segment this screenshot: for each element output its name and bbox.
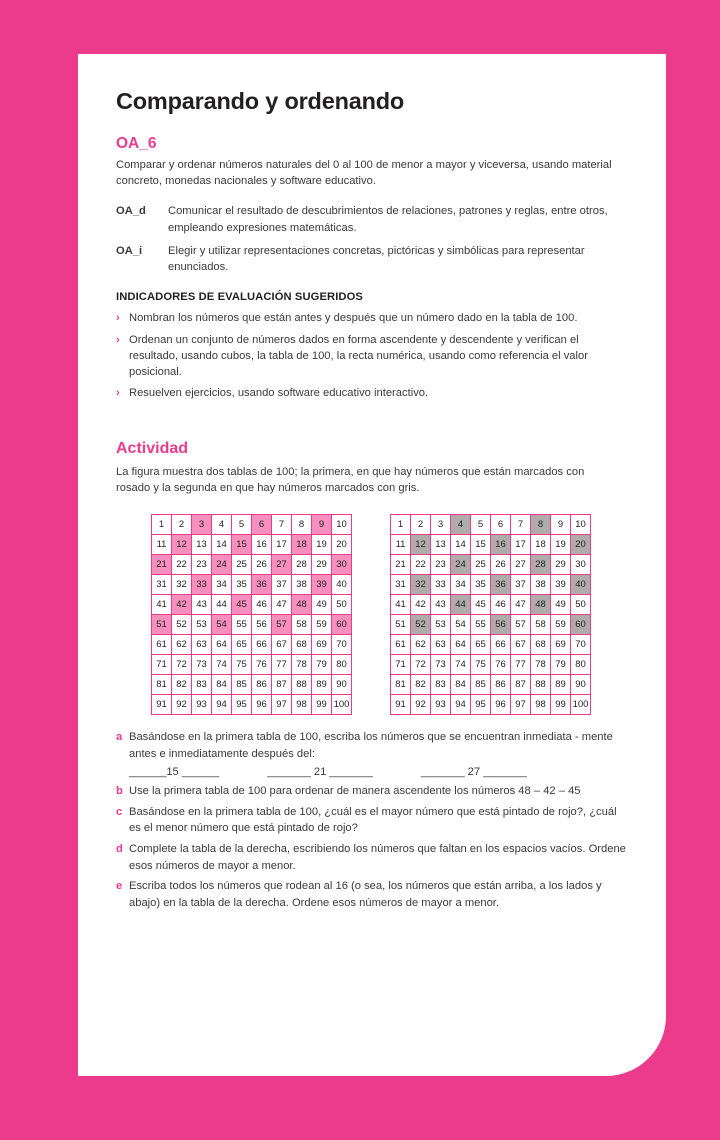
table-cell[interactable]: 27 bbox=[511, 555, 531, 575]
question-text: Basándose en la primera tabla de 100, ¿cuál es el mayor número que está pintado de rojo?, ¿cuál es el menor número que está pintado de rojo? bbox=[129, 805, 617, 835]
table-cell[interactable]: 58 bbox=[531, 615, 551, 635]
table-cell[interactable]: 78 bbox=[292, 655, 312, 675]
indicator-item bbox=[116, 385, 626, 401]
table-cell[interactable]: 16 bbox=[252, 535, 272, 555]
table-cell[interactable]: 75 bbox=[471, 655, 491, 675]
table-cell[interactable]: 82 bbox=[411, 675, 431, 695]
table-cell[interactable]: 5 bbox=[471, 515, 491, 535]
table-cell[interactable]: 80 bbox=[332, 655, 352, 675]
table-cell[interactable]: 4 bbox=[451, 515, 471, 535]
question-letter: c bbox=[116, 805, 123, 818]
table-cell[interactable]: 30 bbox=[332, 555, 352, 575]
table-row bbox=[391, 535, 591, 555]
table-cell[interactable]: 90 bbox=[571, 675, 591, 695]
table-cell[interactable]: 1 bbox=[391, 515, 411, 535]
sub-oa-code: OA_d bbox=[116, 205, 146, 218]
table-cell[interactable]: 15 bbox=[232, 535, 252, 555]
table-cell[interactable]: 21 bbox=[391, 555, 411, 575]
table-cell[interactable]: 98 bbox=[531, 695, 551, 715]
hundred-table-left bbox=[151, 514, 352, 715]
table-cell[interactable]: 35 bbox=[232, 575, 252, 595]
table-cell[interactable]: 81 bbox=[152, 675, 172, 695]
indicator-text: Nombran los números que están antes y después que un número dado en la tabla de 100. bbox=[129, 312, 578, 325]
table-cell[interactable]: 47 bbox=[511, 595, 531, 615]
table-cell[interactable]: 18 bbox=[292, 535, 312, 555]
table-cell[interactable]: 68 bbox=[531, 635, 551, 655]
question-item bbox=[116, 841, 626, 874]
sub-oa-item bbox=[116, 203, 626, 235]
table-cell[interactable]: 88 bbox=[292, 675, 312, 695]
table-cell[interactable]: 32 bbox=[411, 575, 431, 595]
table-cell[interactable]: 83 bbox=[192, 675, 212, 695]
table-cell[interactable]: 72 bbox=[172, 655, 192, 675]
table-cell[interactable]: 97 bbox=[511, 695, 531, 715]
table-cell[interactable]: 28 bbox=[292, 555, 312, 575]
table-cell[interactable]: 86 bbox=[491, 675, 511, 695]
table-cell[interactable]: 32 bbox=[172, 575, 192, 595]
table-cell[interactable]: 82 bbox=[172, 675, 192, 695]
table-cell[interactable]: 48 bbox=[292, 595, 312, 615]
question-letter: b bbox=[116, 785, 123, 798]
table-cell[interactable]: 52 bbox=[172, 615, 192, 635]
table-row bbox=[391, 615, 591, 635]
question-text: Basándose en la primera tabla de 100, escriba los números que se encuentran inmediata - mente antes e inmediatamente después del: bbox=[129, 731, 613, 760]
table-cell[interactable]: 20 bbox=[332, 535, 352, 555]
table-cell[interactable]: 43 bbox=[192, 595, 212, 615]
table-cell[interactable]: 55 bbox=[471, 615, 491, 635]
table-cell[interactable]: 36 bbox=[252, 575, 272, 595]
table-cell[interactable]: 34 bbox=[451, 575, 471, 595]
activity-intro: La figura muestra dos tablas de 100; la primera, en que hay números que están marcados con rosado y la segunda en que hay números marcados con gris. bbox=[116, 465, 585, 494]
indicator-item bbox=[116, 310, 626, 326]
table-cell[interactable]: 10 bbox=[332, 515, 352, 535]
question-item bbox=[116, 878, 626, 911]
table-cell[interactable]: 24 bbox=[212, 555, 232, 575]
sub-oa-code: OA_i bbox=[116, 244, 143, 257]
table-cell[interactable]: 61 bbox=[391, 635, 411, 655]
table-cell[interactable]: 64 bbox=[212, 635, 232, 655]
table-row bbox=[152, 635, 352, 655]
question-text: Escriba todos los números que rodean al 16 (o sea, los números que están arriba, a los lados y abajo) en la tabla de la derecha. Ordene esos números de mayor a menor. bbox=[129, 880, 602, 909]
table-cell[interactable]: 74 bbox=[451, 655, 471, 675]
table-cell[interactable]: 61 bbox=[152, 635, 172, 655]
chevron-right-icon: › bbox=[116, 333, 120, 346]
table-cell[interactable]: 17 bbox=[272, 535, 292, 555]
answer-blanks bbox=[129, 766, 626, 778]
table-cell[interactable]: 50 bbox=[332, 595, 352, 615]
table-cell[interactable]: 69 bbox=[312, 635, 332, 655]
table-cell[interactable]: 74 bbox=[212, 655, 232, 675]
table-cell[interactable]: 59 bbox=[312, 615, 332, 635]
table-cell[interactable]: 31 bbox=[391, 575, 411, 595]
table-cell[interactable]: 54 bbox=[212, 615, 232, 635]
table-cell[interactable]: 70 bbox=[571, 635, 591, 655]
table-cell[interactable]: 29 bbox=[312, 555, 332, 575]
table-cell[interactable]: 79 bbox=[312, 655, 332, 675]
table-cell[interactable]: 38 bbox=[531, 575, 551, 595]
table-cell[interactable]: 89 bbox=[551, 675, 571, 695]
table-cell[interactable]: 67 bbox=[511, 635, 531, 655]
table-cell[interactable]: 73 bbox=[192, 655, 212, 675]
table-cell[interactable]: 19 bbox=[312, 535, 332, 555]
answer-blank[interactable]: _______ 21 _______ bbox=[267, 766, 373, 779]
table-cell[interactable]: 20 bbox=[571, 535, 591, 555]
question-item bbox=[116, 804, 626, 837]
table-cell[interactable]: 94 bbox=[451, 695, 471, 715]
table-cell[interactable]: 12 bbox=[172, 535, 192, 555]
table-cell[interactable]: 51 bbox=[391, 615, 411, 635]
table-cell[interactable]: 56 bbox=[252, 615, 272, 635]
table-cell[interactable]: 84 bbox=[451, 675, 471, 695]
answer-blank[interactable]: _______ 27 _______ bbox=[421, 766, 527, 779]
chevron-right-icon: › bbox=[116, 312, 120, 325]
activity-heading: Actividad bbox=[116, 439, 189, 457]
table-cell[interactable]: 35 bbox=[471, 575, 491, 595]
table-cell[interactable]: 39 bbox=[551, 575, 571, 595]
table-cell[interactable]: 98 bbox=[292, 695, 312, 715]
table-cell[interactable]: 53 bbox=[192, 615, 212, 635]
table-cell[interactable]: 57 bbox=[272, 615, 292, 635]
table-cell[interactable]: 31 bbox=[152, 575, 172, 595]
table-cell[interactable]: 48 bbox=[531, 595, 551, 615]
table-cell[interactable]: 78 bbox=[531, 655, 551, 675]
table-cell[interactable]: 23 bbox=[192, 555, 212, 575]
table-cell[interactable]: 52 bbox=[411, 615, 431, 635]
indicators-heading: INDICADORES DE EVALUACIÓN SUGERIDOS bbox=[116, 291, 363, 304]
table-cell[interactable]: 37 bbox=[272, 575, 292, 595]
table-row bbox=[152, 615, 352, 635]
questions-list bbox=[116, 729, 626, 911]
table-cell[interactable]: 12 bbox=[411, 535, 431, 555]
question-letter: a bbox=[116, 731, 123, 744]
table-row bbox=[391, 555, 591, 575]
table-cell[interactable]: 76 bbox=[491, 655, 511, 675]
table-row bbox=[152, 675, 352, 695]
table-cell[interactable]: 76 bbox=[252, 655, 272, 675]
table-row bbox=[391, 675, 591, 695]
question-item bbox=[116, 783, 626, 800]
table-cell[interactable]: 44 bbox=[212, 595, 232, 615]
table-cell[interactable]: 41 bbox=[391, 595, 411, 615]
table-cell[interactable]: 28 bbox=[531, 555, 551, 575]
oa-code: OA_6 bbox=[116, 135, 157, 152]
table-cell[interactable]: 22 bbox=[172, 555, 192, 575]
table-cell[interactable]: 90 bbox=[332, 675, 352, 695]
table-cell[interactable]: 77 bbox=[272, 655, 292, 675]
sub-oa-item bbox=[116, 243, 626, 275]
table-cell[interactable]: 34 bbox=[212, 575, 232, 595]
table-cell[interactable]: 8 bbox=[292, 515, 312, 535]
table-cell[interactable]: 84 bbox=[212, 675, 232, 695]
table-cell[interactable]: 99 bbox=[312, 695, 332, 715]
table-cell[interactable]: 59 bbox=[551, 615, 571, 635]
table-row bbox=[391, 635, 591, 655]
hundred-table-right bbox=[390, 514, 591, 715]
table-cell[interactable]: 23 bbox=[431, 555, 451, 575]
table-cell[interactable]: 7 bbox=[272, 515, 292, 535]
table-cell[interactable]: 25 bbox=[232, 555, 252, 575]
table-cell[interactable]: 68 bbox=[292, 635, 312, 655]
table-cell[interactable]: 2 bbox=[172, 515, 192, 535]
table-cell[interactable]: 46 bbox=[491, 595, 511, 615]
indicator-text: Ordenan un conjunto de números dados en forma ascendente y descendente y verifican el resultado, usando cubos, la tabla de 100, la recta numérica, usando como referencia el valor posicional. bbox=[129, 333, 588, 379]
table-cell[interactable]: 11 bbox=[391, 535, 411, 555]
table-cell[interactable]: 51 bbox=[152, 615, 172, 635]
table-cell[interactable]: 45 bbox=[232, 595, 252, 615]
table-cell[interactable]: 19 bbox=[551, 535, 571, 555]
chevron-right-icon: › bbox=[116, 387, 120, 400]
table-cell[interactable]: 46 bbox=[252, 595, 272, 615]
table-cell[interactable]: 63 bbox=[192, 635, 212, 655]
table-cell[interactable]: 47 bbox=[272, 595, 292, 615]
table-cell[interactable]: 27 bbox=[272, 555, 292, 575]
table-cell[interactable]: 17 bbox=[511, 535, 531, 555]
table-cell[interactable]: 14 bbox=[451, 535, 471, 555]
table-cell[interactable]: 13 bbox=[192, 535, 212, 555]
table-cell[interactable]: 21 bbox=[152, 555, 172, 575]
table-cell[interactable]: 18 bbox=[531, 535, 551, 555]
table-cell[interactable]: 11 bbox=[152, 535, 172, 555]
table-cell[interactable]: 62 bbox=[172, 635, 192, 655]
table-cell[interactable]: 73 bbox=[431, 655, 451, 675]
table-cell[interactable]: 75 bbox=[232, 655, 252, 675]
table-cell[interactable]: 40 bbox=[571, 575, 591, 595]
table-cell[interactable]: 58 bbox=[292, 615, 312, 635]
table-cell[interactable]: 33 bbox=[431, 575, 451, 595]
table-cell[interactable]: 66 bbox=[252, 635, 272, 655]
oa-description: Comparar y ordenar números naturales del 0 al 100 de menor a mayor y viceversa, usando material concreto, monedas nacionales y software educativo. bbox=[116, 159, 612, 188]
table-cell[interactable]: 16 bbox=[491, 535, 511, 555]
table-cell[interactable]: 62 bbox=[411, 635, 431, 655]
table-cell[interactable]: 97 bbox=[272, 695, 292, 715]
table-cell[interactable]: 77 bbox=[511, 655, 531, 675]
table-row bbox=[152, 575, 352, 595]
table-row bbox=[152, 695, 352, 715]
indicator-item bbox=[116, 332, 626, 381]
table-cell[interactable]: 13 bbox=[431, 535, 451, 555]
table-cell[interactable]: 65 bbox=[471, 635, 491, 655]
table-cell[interactable]: 92 bbox=[411, 695, 431, 715]
table-cell[interactable]: 10 bbox=[571, 515, 591, 535]
table-cell[interactable]: 56 bbox=[491, 615, 511, 635]
table-cell[interactable]: 60 bbox=[571, 615, 591, 635]
table-cell[interactable]: 79 bbox=[551, 655, 571, 675]
table-cell[interactable]: 80 bbox=[571, 655, 591, 675]
table-cell[interactable]: 70 bbox=[332, 635, 352, 655]
question-text: Complete la tabla de la derecha, escribiendo los números que faltan en los espacios vacíos. Ordene esos números de mayor a menor. bbox=[129, 842, 626, 872]
table-cell[interactable]: 42 bbox=[172, 595, 192, 615]
table-cell[interactable]: 85 bbox=[232, 675, 252, 695]
table-cell[interactable]: 1 bbox=[152, 515, 172, 535]
table-cell[interactable]: 45 bbox=[471, 595, 491, 615]
table-cell[interactable]: 40 bbox=[332, 575, 352, 595]
table-cell[interactable]: 6 bbox=[491, 515, 511, 535]
sub-oa-text: Comunicar el resultado de descubrimientos de relaciones, patrones y reglas, entre otros, empleando expresiones matemáticas. bbox=[168, 205, 608, 234]
table-cell[interactable]: 37 bbox=[511, 575, 531, 595]
table-cell[interactable]: 93 bbox=[431, 695, 451, 715]
page-title: Comparando y ordenando bbox=[116, 88, 405, 114]
table-cell[interactable]: 71 bbox=[391, 655, 411, 675]
table-cell[interactable]: 60 bbox=[332, 615, 352, 635]
table-cell[interactable]: 53 bbox=[431, 615, 451, 635]
question-letter: d bbox=[116, 842, 123, 855]
table-cell[interactable]: 41 bbox=[152, 595, 172, 615]
document-page bbox=[78, 54, 666, 1076]
question-letter: e bbox=[116, 880, 123, 893]
table-cell[interactable]: 55 bbox=[232, 615, 252, 635]
table-cell[interactable]: 24 bbox=[451, 555, 471, 575]
table-cell[interactable]: 49 bbox=[312, 595, 332, 615]
table-row bbox=[391, 515, 591, 535]
table-cell[interactable]: 26 bbox=[252, 555, 272, 575]
table-cell[interactable]: 69 bbox=[551, 635, 571, 655]
table-cell[interactable]: 94 bbox=[212, 695, 232, 715]
indicator-text: Resuelven ejercicios, usando software educativo interactivo. bbox=[129, 387, 429, 400]
table-cell[interactable]: 93 bbox=[192, 695, 212, 715]
table-cell[interactable]: 57 bbox=[511, 615, 531, 635]
table-row bbox=[152, 655, 352, 675]
table-cell[interactable]: 14 bbox=[212, 535, 232, 555]
table-cell[interactable]: 66 bbox=[491, 635, 511, 655]
table-cell[interactable]: 2 bbox=[411, 515, 431, 535]
table-row bbox=[391, 655, 591, 675]
table-cell[interactable]: 50 bbox=[571, 595, 591, 615]
table-cell[interactable]: 95 bbox=[471, 695, 491, 715]
table-cell[interactable]: 33 bbox=[192, 575, 212, 595]
table-row bbox=[391, 595, 591, 615]
table-cell[interactable]: 54 bbox=[451, 615, 471, 635]
table-cell[interactable]: 3 bbox=[431, 515, 451, 535]
table-cell[interactable]: 8 bbox=[531, 515, 551, 535]
table-cell[interactable]: 25 bbox=[471, 555, 491, 575]
question-item bbox=[116, 729, 626, 762]
table-cell[interactable]: 5 bbox=[232, 515, 252, 535]
table-cell[interactable]: 95 bbox=[232, 695, 252, 715]
table-cell[interactable]: 96 bbox=[252, 695, 272, 715]
answer-blank[interactable]: ______15 ______ bbox=[129, 766, 220, 779]
table-cell[interactable]: 4 bbox=[212, 515, 232, 535]
table-cell[interactable]: 71 bbox=[152, 655, 172, 675]
table-cell[interactable]: 39 bbox=[312, 575, 332, 595]
table-cell[interactable]: 99 bbox=[551, 695, 571, 715]
table-row bbox=[391, 575, 591, 595]
table-row bbox=[391, 695, 591, 715]
table-cell[interactable]: 81 bbox=[391, 675, 411, 695]
table-cell[interactable]: 7 bbox=[511, 515, 531, 535]
table-cell[interactable]: 100 bbox=[332, 695, 352, 715]
table-cell[interactable]: 43 bbox=[431, 595, 451, 615]
table-cell[interactable]: 42 bbox=[411, 595, 431, 615]
table-cell[interactable]: 85 bbox=[471, 675, 491, 695]
table-cell[interactable]: 22 bbox=[411, 555, 431, 575]
table-cell[interactable]: 30 bbox=[571, 555, 591, 575]
hundred-tables-figure bbox=[116, 514, 626, 715]
question-text: Use la primera tabla de 100 para ordenar de manera ascendente los números 48 – 42 – 45 bbox=[129, 785, 581, 798]
table-cell[interactable]: 88 bbox=[531, 675, 551, 695]
table-cell[interactable]: 89 bbox=[312, 675, 332, 695]
table-cell[interactable]: 100 bbox=[571, 695, 591, 715]
table-cell[interactable]: 91 bbox=[391, 695, 411, 715]
table-row bbox=[152, 595, 352, 615]
table-cell[interactable]: 96 bbox=[491, 695, 511, 715]
table-cell[interactable]: 26 bbox=[491, 555, 511, 575]
table-cell[interactable]: 87 bbox=[272, 675, 292, 695]
table-cell[interactable]: 67 bbox=[272, 635, 292, 655]
table-row bbox=[152, 535, 352, 555]
table-cell[interactable]: 29 bbox=[551, 555, 571, 575]
table-cell[interactable]: 65 bbox=[232, 635, 252, 655]
table-cell[interactable]: 72 bbox=[411, 655, 431, 675]
table-cell[interactable]: 92 bbox=[172, 695, 192, 715]
table-cell[interactable]: 38 bbox=[292, 575, 312, 595]
sub-oa-text: Elegir y utilizar representaciones concretas, pictóricas y simbólicas para representar enunciados. bbox=[168, 244, 585, 274]
table-cell[interactable]: 49 bbox=[551, 595, 571, 615]
table-cell[interactable]: 64 bbox=[451, 635, 471, 655]
table-cell[interactable]: 63 bbox=[431, 635, 451, 655]
table-cell[interactable]: 83 bbox=[431, 675, 451, 695]
table-cell[interactable]: 9 bbox=[551, 515, 571, 535]
table-cell[interactable]: 91 bbox=[152, 695, 172, 715]
table-cell[interactable]: 9 bbox=[312, 515, 332, 535]
table-cell[interactable]: 87 bbox=[511, 675, 531, 695]
table-cell[interactable]: 36 bbox=[491, 575, 511, 595]
table-cell[interactable]: 44 bbox=[451, 595, 471, 615]
table-cell[interactable]: 15 bbox=[471, 535, 491, 555]
table-cell[interactable]: 86 bbox=[252, 675, 272, 695]
table-row bbox=[152, 555, 352, 575]
table-row bbox=[152, 515, 352, 535]
table-cell[interactable]: 6 bbox=[252, 515, 272, 535]
table-cell[interactable]: 3 bbox=[192, 515, 212, 535]
